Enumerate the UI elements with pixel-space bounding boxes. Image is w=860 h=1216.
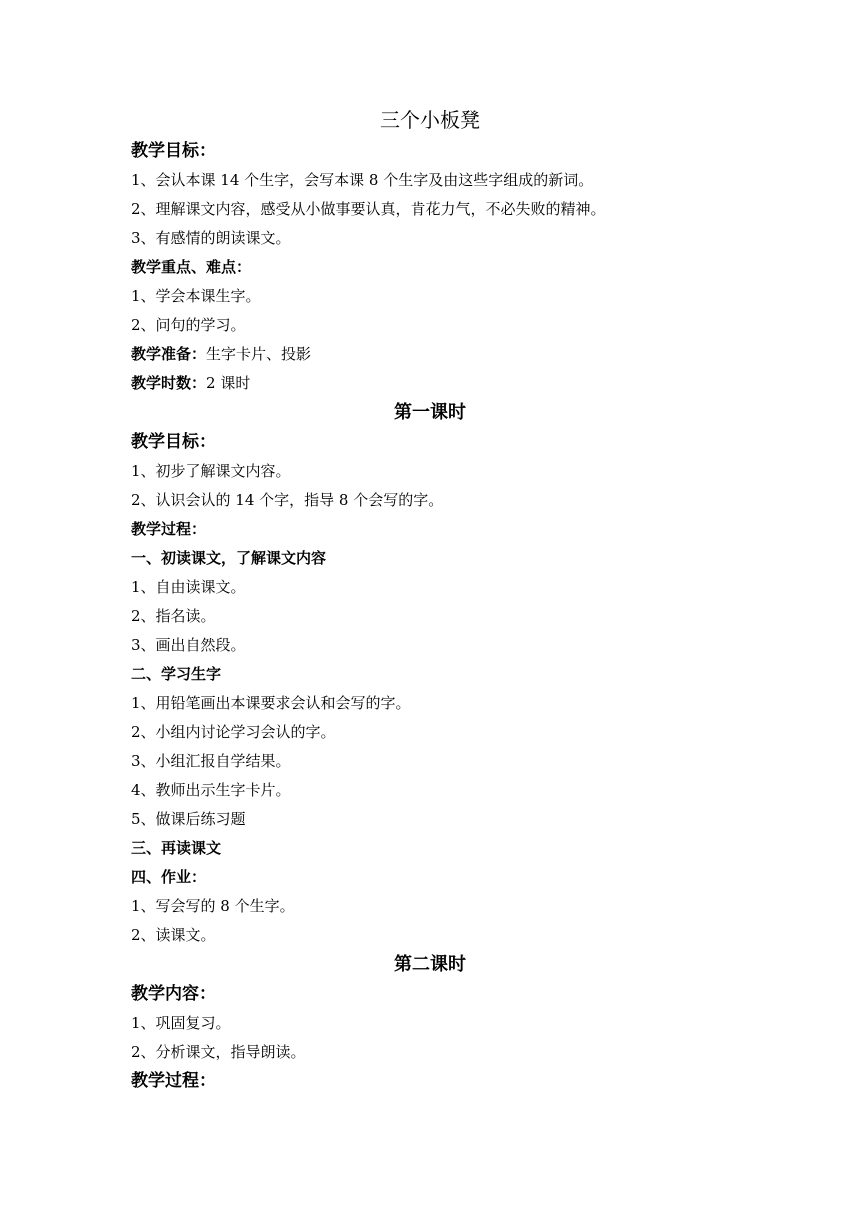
document-title: 三个小板凳: [380, 108, 480, 132]
lesson2-heading: 第二课时: [394, 954, 466, 975]
goals-heading: 教学目标：: [131, 141, 216, 161]
lesson1-section2-item: 2、小组内讨论学习会认的字。: [131, 723, 336, 741]
lesson2-process-heading: 教学过程：: [131, 1071, 216, 1091]
key-point-item: 1、学会本课生字。: [131, 287, 261, 305]
lesson1-goal-item: 1、初步了解课文内容。: [131, 462, 291, 480]
lesson1-section1-item: 2、指名读。: [131, 607, 216, 625]
lesson1-section2-item: 5、做课后练习题: [131, 810, 246, 828]
lesson1-section2-item: 1、用铅笔画出本课要求会认和会写的字。: [131, 694, 411, 712]
lesson1-section2-heading: 二、学习生字: [131, 665, 222, 683]
lesson2-content-heading: 教学内容：: [131, 984, 216, 1004]
hours-value: 2 课时: [206, 374, 251, 392]
lesson1-section1-item: 3、画出自然段。: [131, 636, 246, 654]
goal-item: 3、有感情的朗读课文。: [131, 229, 291, 247]
lesson1-section4-heading: 四、作业：: [131, 868, 207, 886]
lesson1-goals-heading: 教学目标：: [131, 432, 216, 452]
hours-label: 教学时数：: [131, 374, 207, 392]
lesson2-content-item: 1、巩固复习。: [131, 1014, 231, 1032]
hours-line: [131, 369, 731, 398]
lesson1-section2-item: 4、教师出示生字卡片。: [131, 781, 291, 799]
lesson1-section3-heading: 三、再读课文: [131, 839, 222, 857]
prep-value: 生字卡片、投影: [206, 345, 312, 363]
goal-item: 2、理解课文内容，感受从小做事要认真，肯花力气，不必失败的精神。: [131, 200, 606, 218]
lesson2-content-item: 2、分析课文，指导朗读。: [131, 1043, 306, 1061]
lesson1-section2-item: 3、小组汇报自学结果。: [131, 752, 291, 770]
lesson1-section4-item: 1、写会写的 8 个生字。: [131, 897, 295, 915]
key-point-item: 2、问句的学习。: [131, 316, 246, 334]
prep-label: 教学准备：: [131, 345, 207, 363]
lesson1-section1-item: 1、自由读课文。: [131, 578, 246, 596]
lesson1-goal-item: 2、认识会认的 14 个字，指导 8 个会写的字。: [131, 491, 444, 509]
lesson1-process-heading: 教学过程：: [131, 520, 207, 538]
document-body: [131, 104, 731, 1096]
key-points-heading: 教学重点、难点：: [131, 258, 252, 276]
lesson1-heading: 第一课时: [394, 402, 466, 423]
lesson1-section1-heading: 一、初读课文，了解课文内容: [131, 549, 327, 567]
lesson1-section4-item: 2、读课文。: [131, 926, 216, 944]
prep-line: [131, 340, 731, 369]
goal-item: 1、会认本课 14 个生字，会写本课 8 个生字及由这些字组成的新词。: [131, 171, 594, 189]
